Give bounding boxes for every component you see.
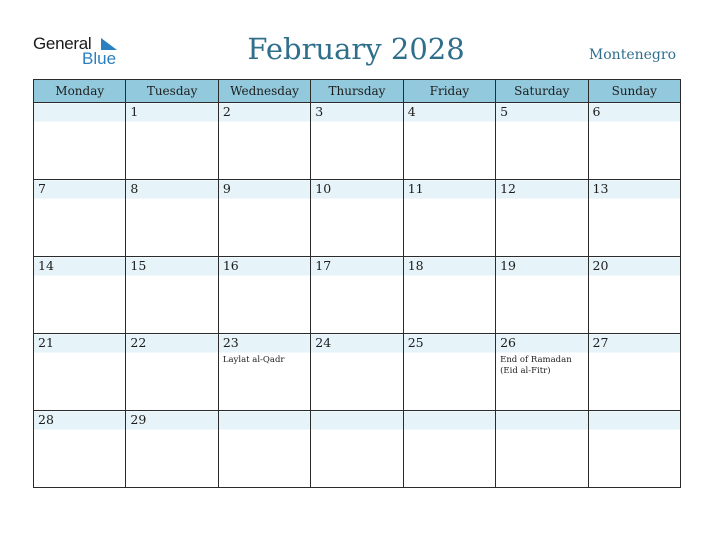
day-number: 6 xyxy=(592,104,601,119)
day-cell xyxy=(311,334,403,411)
day-number: 5 xyxy=(500,104,509,119)
logo-text-blue: Blue xyxy=(82,49,117,68)
day-cell xyxy=(403,257,495,334)
day-cell xyxy=(403,334,495,411)
day-number xyxy=(496,411,587,429)
day-number: 3 xyxy=(315,104,324,119)
week-row xyxy=(34,411,681,488)
day-number: 12 xyxy=(500,181,517,196)
day-cell xyxy=(126,257,218,334)
day-number: 28 xyxy=(38,412,54,427)
weekday-header: Thursday xyxy=(311,80,403,103)
page-title: February 2028 xyxy=(247,32,465,66)
day-number: 15 xyxy=(130,258,147,273)
day-cell xyxy=(311,180,403,257)
weekday-header: Saturday xyxy=(496,80,588,103)
weekday-header: Tuesday xyxy=(126,80,218,103)
week-row xyxy=(34,103,681,180)
day-number xyxy=(404,411,495,429)
day-cell xyxy=(311,257,403,334)
day-number: 20 xyxy=(592,258,609,273)
day-cell xyxy=(588,257,680,334)
calendar-grid xyxy=(33,79,681,488)
day-cell xyxy=(496,411,588,488)
day-cell xyxy=(403,180,495,257)
day-cell xyxy=(34,334,126,411)
day-number: 1 xyxy=(130,104,139,119)
day-number: 25 xyxy=(407,335,424,350)
day-number: 26 xyxy=(500,335,517,350)
day-cell xyxy=(496,334,588,411)
day-cell xyxy=(126,103,218,180)
day-number: 16 xyxy=(222,258,239,273)
day-cell xyxy=(34,180,126,257)
day-cell xyxy=(496,257,588,334)
logo-text-general: General xyxy=(33,34,92,53)
week-row xyxy=(34,257,681,334)
day-cell xyxy=(588,334,680,411)
day-number: 2 xyxy=(222,104,231,119)
day-number xyxy=(589,411,680,429)
day-cell xyxy=(403,411,495,488)
day-cell xyxy=(218,334,310,411)
weekday-header-row xyxy=(34,80,681,103)
week-row xyxy=(34,180,681,257)
weekday-header: Sunday xyxy=(588,80,680,103)
day-cell xyxy=(311,103,403,180)
day-cell xyxy=(34,257,126,334)
day-cell xyxy=(588,411,680,488)
day-cell xyxy=(588,103,680,180)
day-cell xyxy=(218,411,310,488)
day-number: 8 xyxy=(130,181,139,196)
weekday-header: Wednesday xyxy=(218,80,310,103)
day-number: 13 xyxy=(592,181,609,196)
day-cell xyxy=(218,257,310,334)
day-cell xyxy=(126,334,218,411)
day-number: 21 xyxy=(38,335,54,350)
holiday-label: End of Ramadan (Eid al-Fitr) xyxy=(500,355,572,376)
day-cell xyxy=(126,180,218,257)
day-cell xyxy=(311,411,403,488)
day-number: 17 xyxy=(315,258,332,273)
day-number: 10 xyxy=(315,181,332,196)
day-cell xyxy=(34,103,126,180)
day-number xyxy=(311,411,402,429)
day-cell xyxy=(34,411,126,488)
day-number xyxy=(34,103,125,121)
day-number: 18 xyxy=(407,258,424,273)
day-cell xyxy=(588,180,680,257)
day-number: 19 xyxy=(500,258,517,273)
day-cell xyxy=(403,103,495,180)
day-number: 7 xyxy=(38,181,46,196)
day-number: 29 xyxy=(130,412,147,427)
day-cell xyxy=(126,411,218,488)
day-number: 11 xyxy=(407,181,424,196)
day-cell xyxy=(496,103,588,180)
weekday-header: Monday xyxy=(34,80,126,103)
day-cell xyxy=(496,180,588,257)
weekday-header: Friday xyxy=(403,80,495,103)
day-number: 27 xyxy=(592,335,609,350)
week-row xyxy=(34,334,681,411)
day-number: 24 xyxy=(315,335,332,350)
country-label: Montenegro xyxy=(588,47,676,63)
day-cell xyxy=(218,180,310,257)
day-number: 14 xyxy=(38,258,54,273)
day-cell xyxy=(218,103,310,180)
day-number: 23 xyxy=(222,335,239,350)
day-number: 9 xyxy=(222,181,231,196)
day-number: 4 xyxy=(407,104,416,119)
holiday-label: Laylat al-Qadr xyxy=(222,355,285,365)
day-number xyxy=(219,411,310,429)
day-number: 22 xyxy=(130,335,147,350)
